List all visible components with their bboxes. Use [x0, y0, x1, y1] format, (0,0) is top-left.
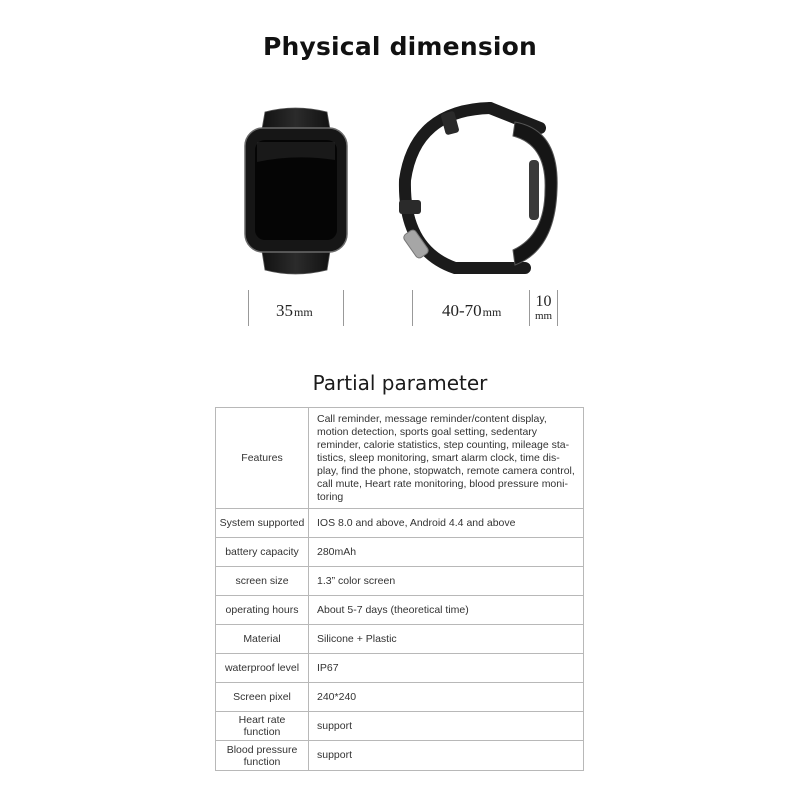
param-value: IP67: [309, 654, 584, 683]
parameter-table: [215, 407, 584, 771]
param-key: Features: [216, 408, 309, 509]
page-title: Physical dimension: [262, 32, 538, 61]
param-key: waterproof level: [216, 654, 309, 683]
table-row: [216, 654, 584, 683]
thickness-dimension: [531, 294, 556, 322]
table-row: [216, 683, 584, 712]
param-key: Blood pressure function: [216, 741, 309, 771]
param-value: About 5-7 days (theoretical time): [309, 596, 584, 625]
band-side-image: [395, 100, 565, 280]
dimension-line-left: [412, 290, 413, 326]
table-row: [216, 509, 584, 538]
dimension-line-right: [557, 290, 558, 326]
param-value: IOS 8.0 and above, Android 4.4 and above: [309, 509, 584, 538]
param-value: support: [309, 741, 584, 771]
thickness-value: 10: [535, 293, 552, 310]
length-dimension: [442, 301, 501, 321]
band-front-image: [235, 100, 355, 280]
param-value: 280mAh: [309, 538, 584, 567]
param-key: Material: [216, 625, 309, 654]
table-row: [216, 741, 584, 771]
table-row: [216, 596, 584, 625]
table-row: [216, 538, 584, 567]
param-key: screen size: [216, 567, 309, 596]
table-row: [216, 712, 584, 741]
param-value: Silicone + Plastic: [309, 625, 584, 654]
table-row: [216, 625, 584, 654]
param-key: Screen pixel: [216, 683, 309, 712]
param-key: System supported: [216, 509, 309, 538]
table-row: [216, 408, 584, 509]
thickness-unit: mm: [534, 310, 553, 322]
width-dimension: [276, 301, 313, 321]
param-value: support: [309, 712, 584, 741]
dimension-line-right: [529, 290, 530, 326]
section-title: Partial parameter: [312, 371, 488, 395]
table-row: [216, 567, 584, 596]
length-unit: mm: [482, 305, 502, 319]
param-key: battery capacity: [216, 538, 309, 567]
dimension-line-right: [343, 290, 344, 326]
param-value: 240*240: [309, 683, 584, 712]
dimension-line-left: [248, 290, 249, 326]
param-key: operating hours: [216, 596, 309, 625]
param-key: Heart rate function: [216, 712, 309, 741]
width-value: 35: [276, 301, 293, 320]
width-unit: mm: [294, 305, 313, 319]
length-value: 40-70: [442, 301, 482, 320]
param-value: 1.3” color screen: [309, 567, 584, 596]
param-value: Call reminder, message reminder/content display, motion detection, sports goal setting, sedentary reminder, calorie statistics, step counting, mileage sta-tistics, sleep monitoring, smart alarm clock, time dis-play, find the phone, stopwatch, remote camera control, call mute, Heart rate monitoring, blood pressure moni-toring: [309, 408, 584, 509]
